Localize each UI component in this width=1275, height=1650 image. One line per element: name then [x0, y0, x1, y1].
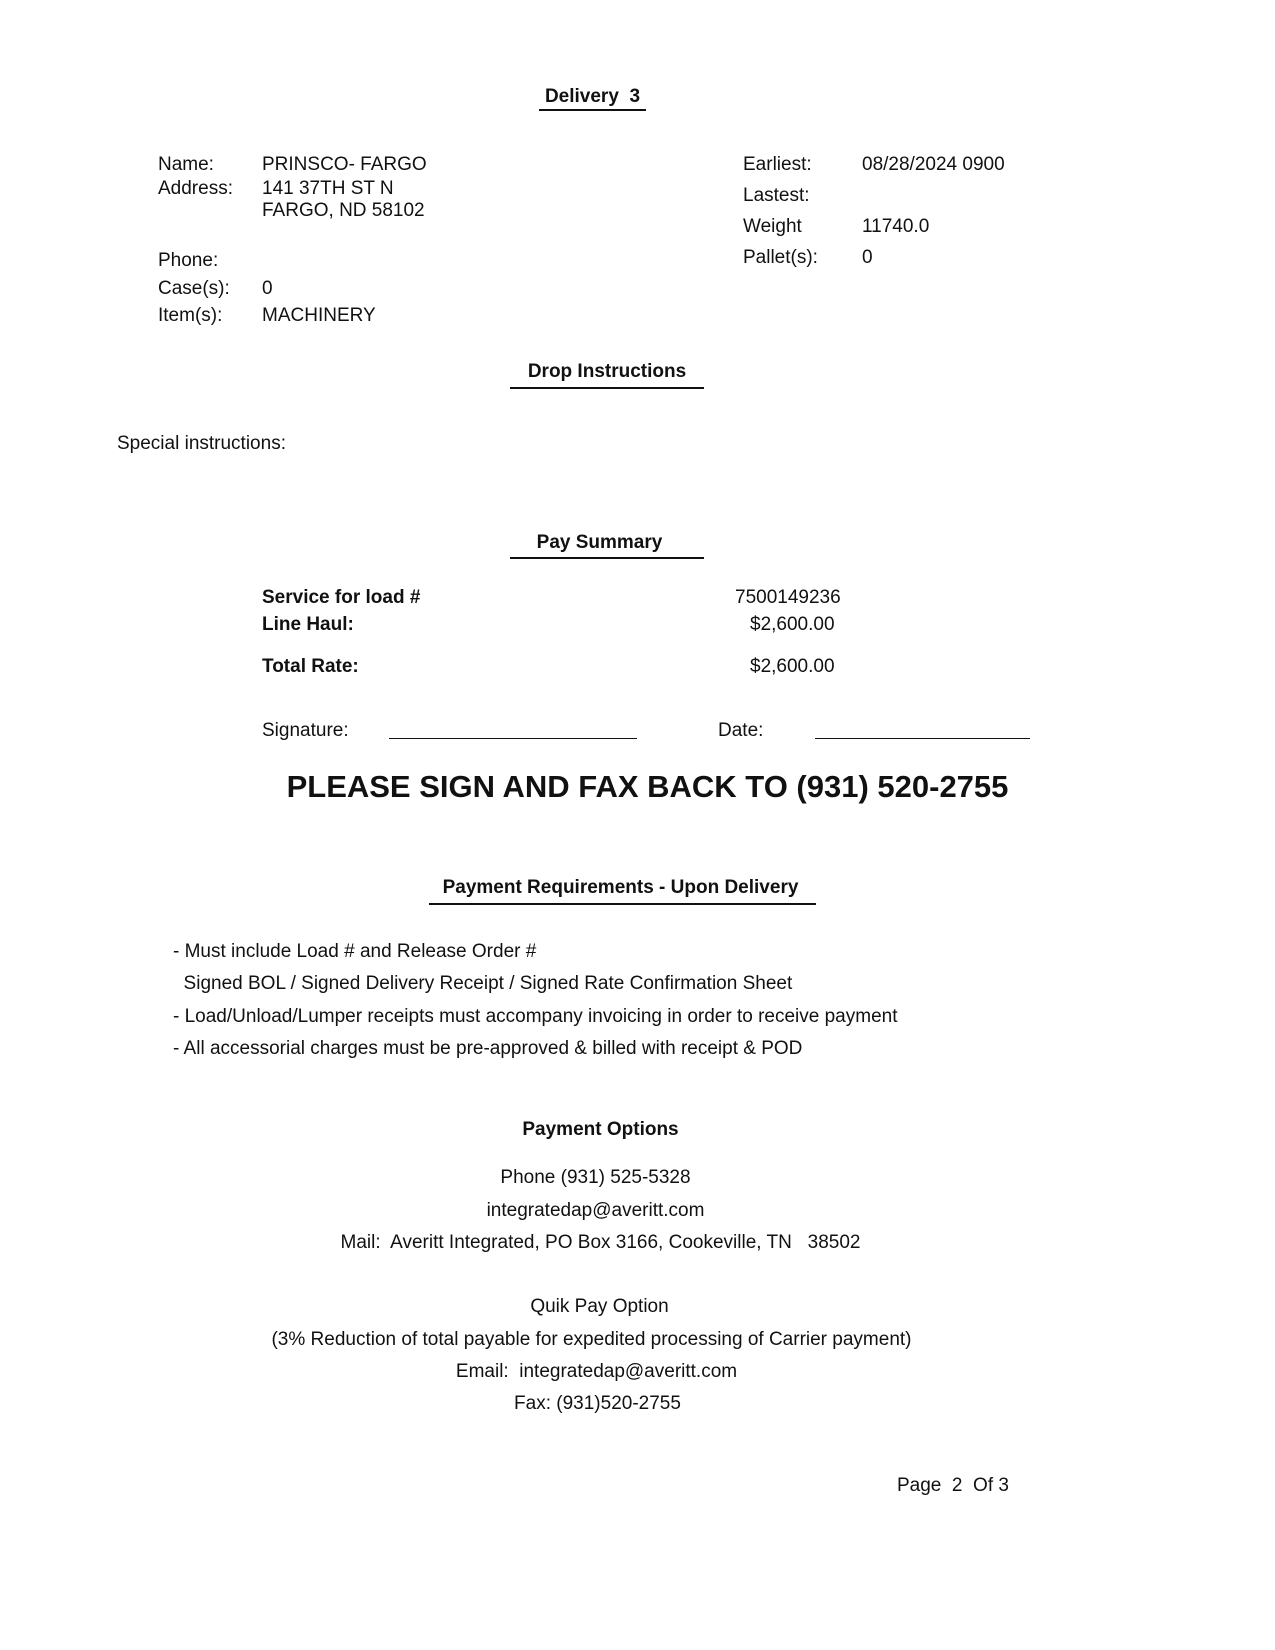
service-load-value: 7500149236 [735, 587, 841, 608]
pay-summary-underline [510, 557, 704, 559]
drop-instructions-underline [510, 387, 704, 389]
requirement-item: Signed BOL / Signed Delivery Receipt / Signed Rate Confirmation Sheet [173, 973, 793, 994]
service-load-label: Service for load # [262, 587, 421, 608]
cases-value: 0 [262, 278, 273, 299]
pay-summary-title: Pay Summary [536, 532, 663, 553]
earliest-value: 08/28/2024 0900 [862, 154, 1005, 175]
date-line[interactable] [815, 738, 1030, 739]
line-haul-label: Line Haul: [262, 614, 354, 635]
items-value: MACHINERY [262, 305, 376, 326]
phone-label: Phone: [158, 250, 219, 271]
signature-label: Signature: [262, 720, 349, 741]
delivery-title-underline [539, 109, 646, 111]
payment-requirements-underline [429, 903, 816, 905]
weight-value: 11740.0 [862, 216, 930, 237]
quik-pay-title: Quik Pay Option [530, 1296, 669, 1317]
name-label: Name: [158, 154, 214, 175]
delivery-title: Delivery 3 [544, 86, 641, 107]
items-label: Item(s): [158, 305, 223, 326]
page-number: Page 2 Of 3 [897, 1475, 1009, 1496]
payment-options-title: Payment Options [522, 1119, 679, 1140]
quik-pay-fax: Fax: (931)520-2755 [514, 1393, 681, 1414]
pallets-value: 0 [862, 247, 873, 268]
address-label: Address: [158, 178, 233, 199]
name-value: PRINSCO- FARGO [262, 154, 427, 175]
latest-label: Lastest: [743, 185, 810, 206]
address-line-2: FARGO, ND 58102 [262, 200, 425, 221]
payment-requirements-title: Payment Requirements - Upon Delivery [442, 877, 799, 898]
pallets-label: Pallet(s): [743, 247, 818, 268]
address-line-1: 141 37TH ST N [262, 178, 394, 199]
payment-email: integratedap@averitt.com [486, 1200, 705, 1221]
quik-pay-email: Email: integratedap@averitt.com [455, 1361, 738, 1382]
special-instructions-label: Special instructions: [117, 433, 286, 454]
drop-instructions-title: Drop Instructions [527, 361, 687, 382]
total-rate-value: $2,600.00 [750, 656, 835, 677]
line-haul-value: $2,600.00 [750, 614, 835, 635]
fax-notice: PLEASE SIGN AND FAX BACK TO (931) 520-2755 [286, 769, 1009, 804]
quik-pay-description: (3% Reduction of total payable for expedited processing of Carrier payment) [271, 1329, 912, 1350]
earliest-label: Earliest: [743, 154, 812, 175]
weight-label: Weight [743, 216, 802, 237]
requirement-item: - Load/Unload/Lumper receipts must accompany invoicing in order to receive payment [173, 1006, 898, 1027]
cases-label: Case(s): [158, 278, 230, 299]
requirement-item: - Must include Load # and Release Order # [173, 941, 537, 962]
payment-mail: Mail: Averitt Integrated, PO Box 3166, Cookeville, TN 38502 [340, 1232, 861, 1253]
date-label: Date: [718, 720, 764, 741]
total-rate-label: Total Rate: [262, 656, 359, 677]
requirement-item: - All accessorial charges must be pre-approved & billed with receipt & POD [173, 1038, 803, 1059]
payment-phone: Phone (931) 525-5328 [500, 1167, 691, 1188]
signature-line[interactable] [389, 738, 637, 739]
